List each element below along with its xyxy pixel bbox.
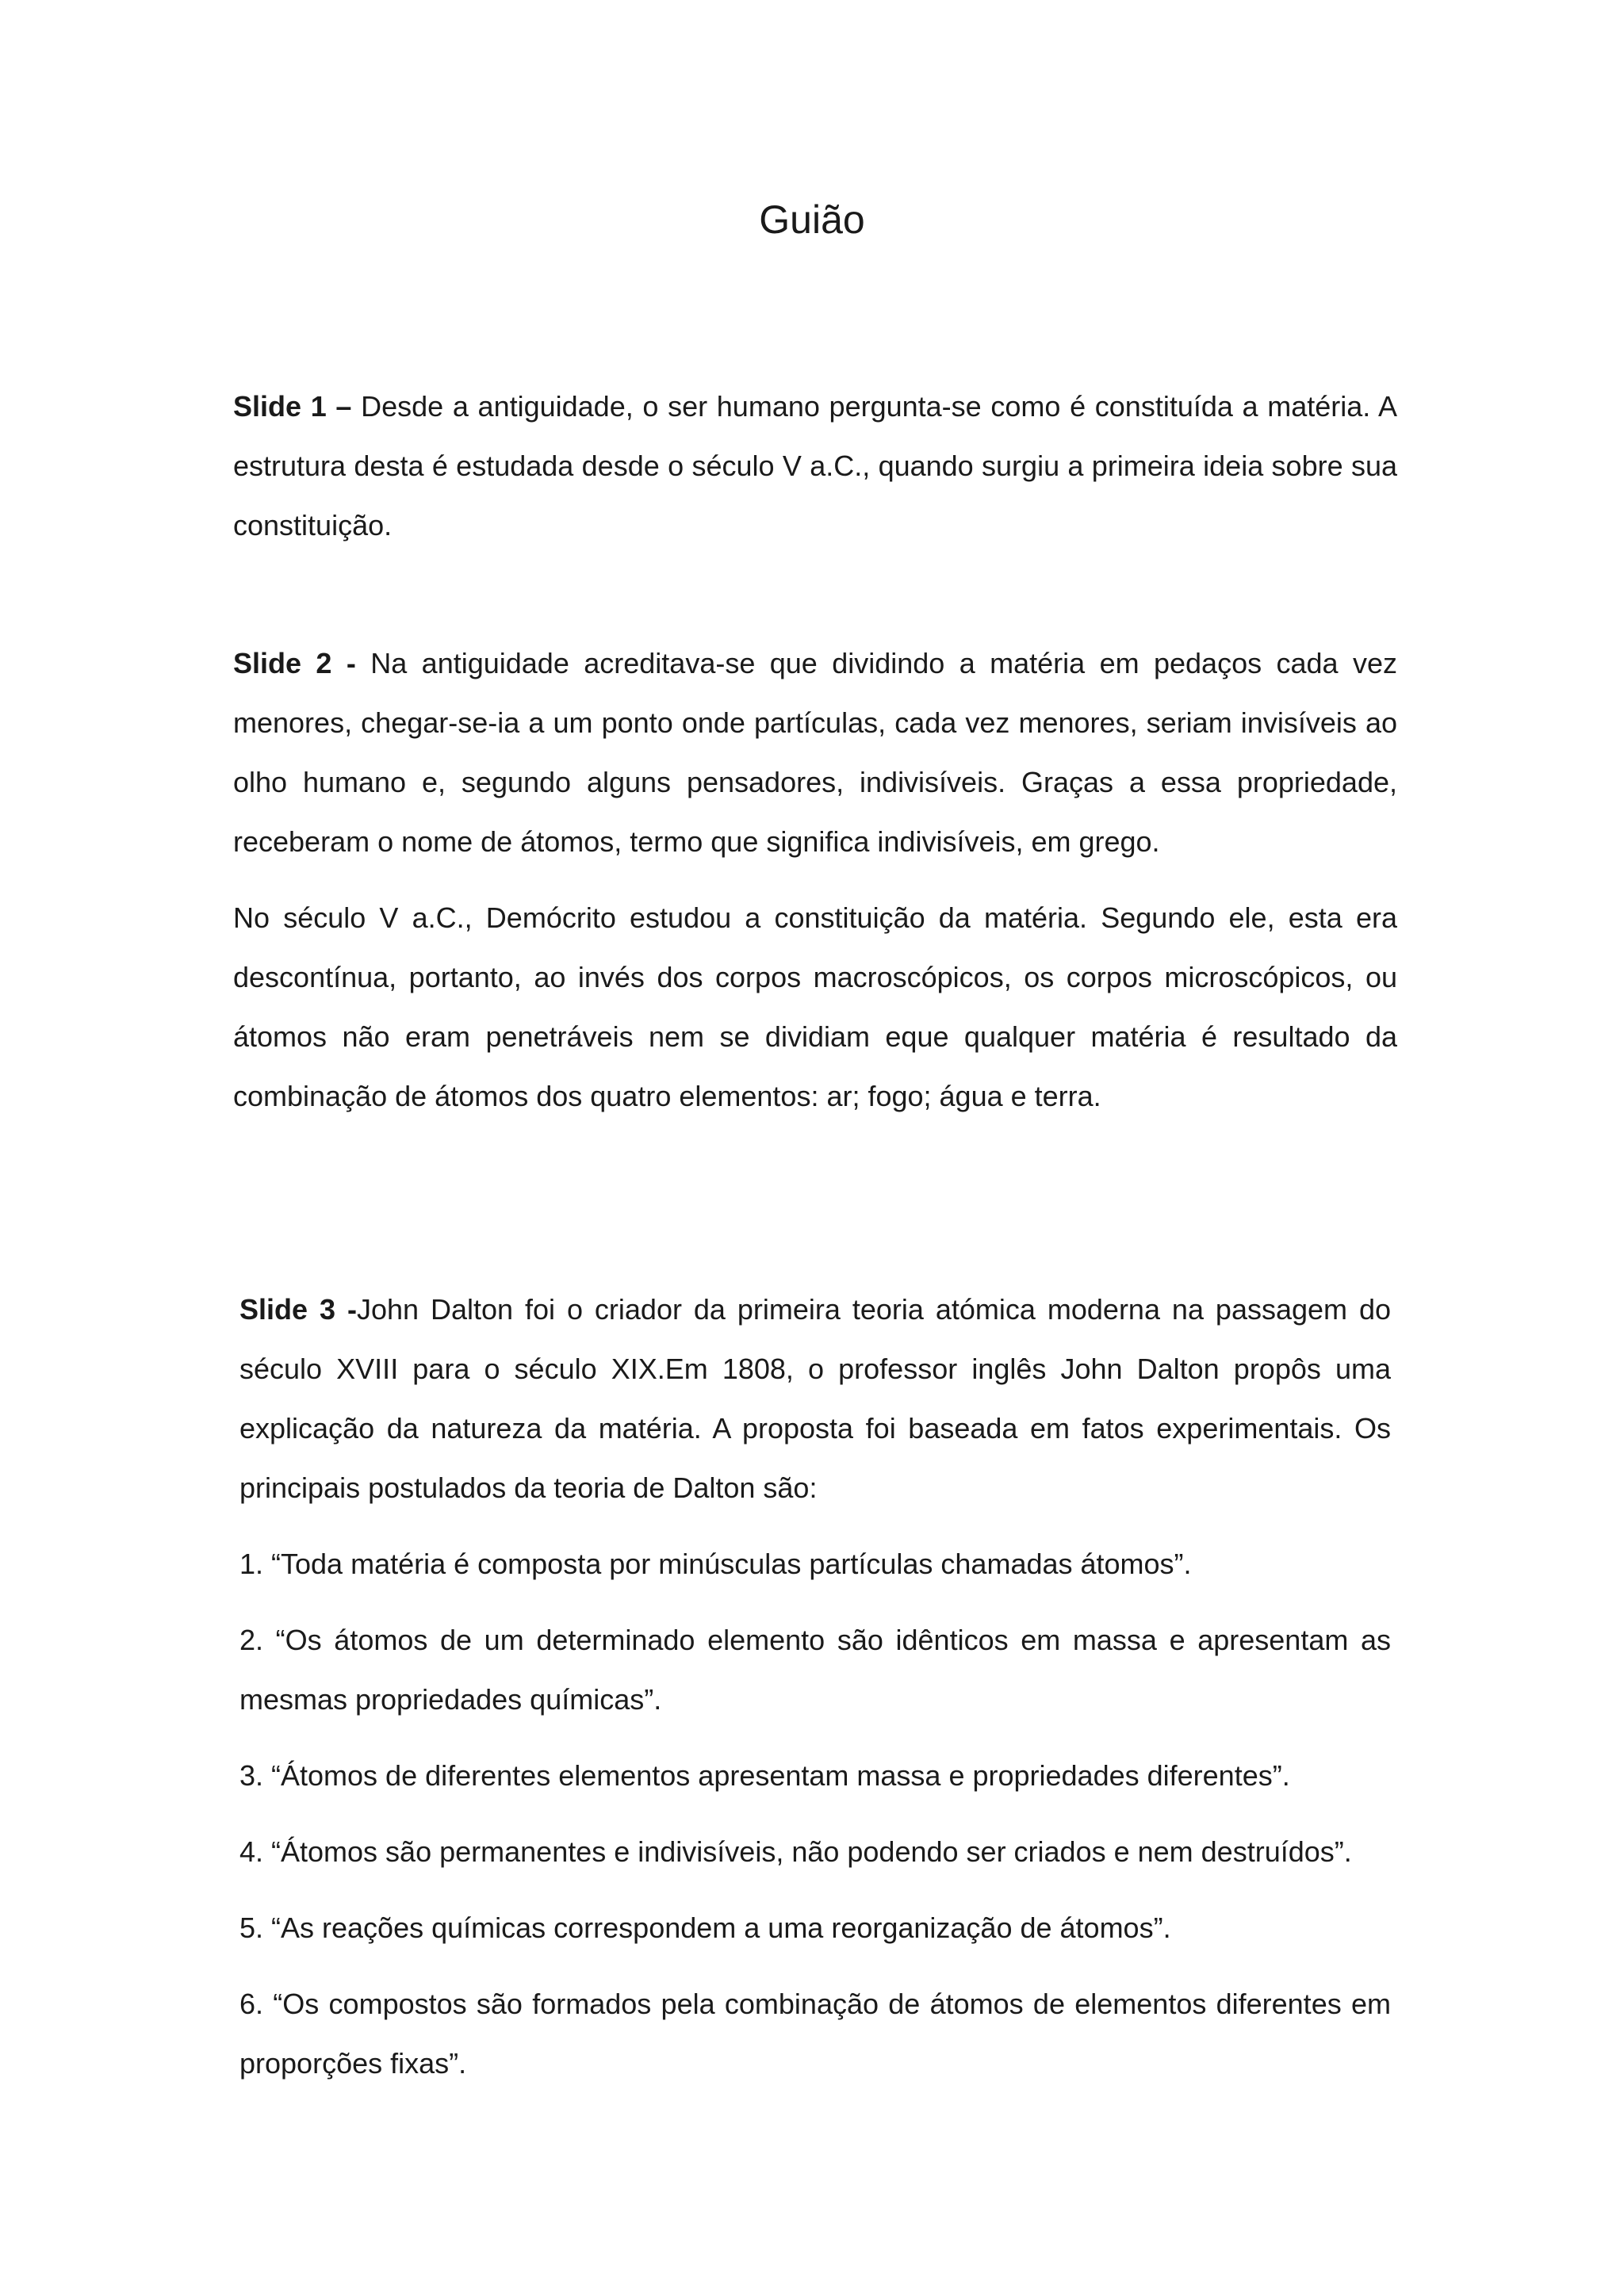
slide-2-paragraph-2: No século V a.C., Demócrito estudou a constituição da matéria. Segundo ele, esta era descontínua, portanto, ao invés dos corpos macroscópicos, os corpos microscópicos, ou átomos não eram penetráveis nem se dividiam eque qualquer matéria é resultado da combinação de átomos dos quatro elementos: ar; fogo; água e terra. [233,901,1397,1112]
slide-3-paragraph [239,1280,1391,1517]
postulate-5: 5. “As reações químicas correspondem a uma reorganização de átomos”. [239,1911,1171,1944]
slide-1-paragraph [233,377,1397,555]
slide-3-text: John Dalton foi o criador da primeira teoria atómica moderna na passagem do século XVIII para o século XIX.Em 1808, o professor inglês John Dalton propôs uma explicação da natureza da matéria. A proposta foi baseada em fatos experimentais. Os principais postulados da teoria de Dalton são: [239,1293,1392,1504]
slide-1-text: Desde a antiguidade, o ser humano pergunta-se como é constituída a matéria. A estrutura desta é estudada desde o século V a.C., quando surgiu a primeira ideia sobre sua constituição. [233,390,1398,541]
postulate-2: 2. “Os átomos de um determinado elemento são idênticos em massa e apresentam as mesmas propriedades químicas”. [239,1624,1391,1716]
page-title: Guião [759,197,865,242]
slide-2-label: Slide 2 - [233,647,356,679]
slide-1-label: Slide 1 – [233,390,352,423]
slide-3-section [239,1280,1391,2093]
postulate-1: 1. “Toda matéria é composta por minúsculas partículas chamadas átomos”. [239,1548,1192,1580]
slide-1-section [233,377,1397,555]
slide-2-text: Na antiguidade acreditava-se que dividindo a matéria em pedaços cada vez menores, chegar-se-ia a um ponto onde partículas, cada vez menores, seriam invisíveis ao olho humano e, segundo alguns pensadores, indivisíveis. Graças a essa propriedade, receberam o nome de átomos, termo que significa indivisíveis, em grego. [233,647,1397,858]
postulate-6: 6. “Os compostos são formados pela combinação de átomos de elementos diferentes em proporções fixas”. [239,1988,1391,2080]
slide-3-label: Slide 3 - [239,1293,357,1326]
postulate-4: 4. “Átomos são permanentes e indivisíveis, não podendo ser criados e nem destruídos”. [239,1835,1352,1868]
slide-2-section [233,633,1397,1126]
postulate-3: 3. “Átomos de diferentes elementos apresentam massa e propriedades diferentes”. [239,1759,1290,1792]
slide-2-paragraph-1 [233,633,1397,871]
